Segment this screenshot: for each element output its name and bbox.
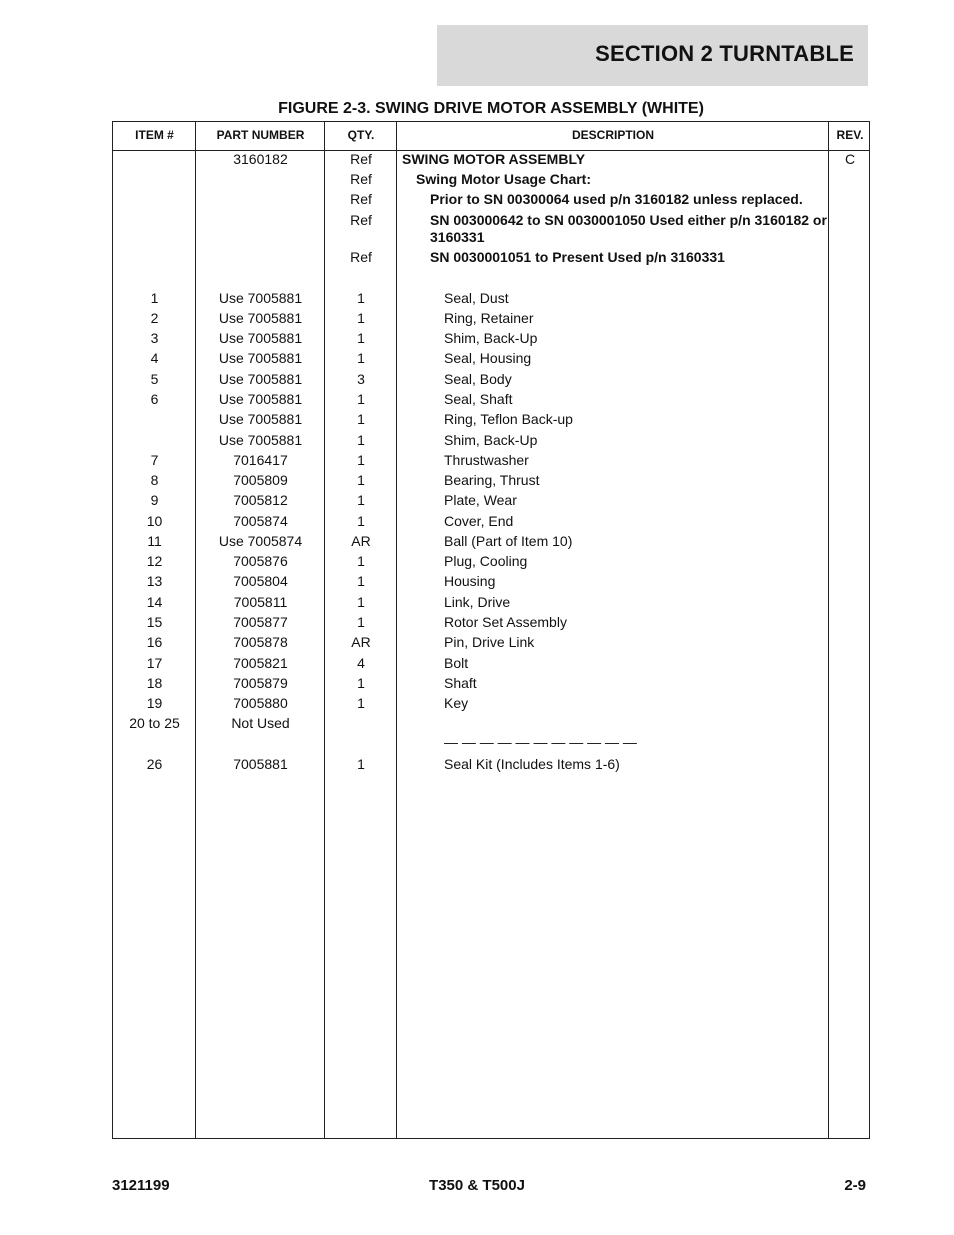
cell-part-number: 7005821 [233,655,288,671]
cell-part-number: Use 7005881 [218,310,303,326]
cell-item: 6 [150,391,159,407]
cell-part-number: 3160182 [233,151,288,167]
column-header-item: ITEM # [135,128,174,142]
cell-qty: Ref [350,151,372,167]
cell-item: 26 [146,756,163,772]
table-row [113,391,869,411]
cell-description: Shim, Back-Up [444,432,538,448]
cell-description: SN 0030001051 to Present Used p/n 3160331 [430,249,725,265]
cell-description: Ring, Retainer [444,310,534,326]
cell-description: Ring, Teflon Back-up [444,411,573,427]
table-row [113,715,869,735]
table-row [113,675,869,695]
cell-qty: 1 [357,432,365,448]
cell-description: Seal, Dust [444,290,509,306]
cell-item: 8 [150,472,159,488]
table-row [113,432,869,452]
cell-qty: Ref [350,171,372,187]
table-row [113,310,869,330]
table-row [113,330,869,350]
table-row [113,553,869,573]
cell-qty: Ref [350,212,372,228]
column-header-part-number: PART NUMBER [216,128,305,142]
table-row [113,594,869,614]
cell-qty: 1 [357,695,365,711]
cell-part-number: 7005877 [233,614,288,630]
cell-qty: 1 [357,330,365,346]
cell-qty: 1 [357,594,365,610]
table-row [113,472,869,492]
cell-qty: AR [351,634,371,650]
cell-part-number: Use 7005881 [218,371,303,387]
cell-item: 4 [150,350,159,366]
cell-part-number: Use 7005881 [218,391,303,407]
cell-item: 2 [150,310,159,326]
cell-description: SWING MOTOR ASSEMBLY [402,151,586,167]
table-row [113,573,869,593]
cell-item: 18 [146,675,163,691]
cell-description: Plate, Wear [444,492,517,508]
cell-item: 7 [150,452,159,468]
cell-part-number: Use 7005874 [218,533,303,549]
table-row [113,191,869,211]
cell-description: Seal Kit (Includes Items 1-6) [444,756,620,772]
cell-description: Swing Motor Usage Chart: [416,171,592,187]
cell-item: 19 [146,695,163,711]
cell-qty: 1 [357,411,365,427]
footer-model: T350 & T500J [429,1177,525,1194]
cell-qty: 1 [357,391,365,407]
cell-part-number: 7005804 [233,573,288,589]
cell-part-number: 7005812 [233,492,288,508]
footer-document-number: 3121199 [112,1177,170,1194]
parts-table [112,121,870,1139]
footer-page-number: 2-9 [844,1177,866,1194]
table-row [113,249,869,269]
cell-description: Prior to SN 00300064 used p/n 3160182 unless replaced. [430,191,803,207]
cell-description: Thrustwasher [444,452,529,468]
table-row [113,212,869,245]
table-row [113,371,869,391]
cell-qty: Ref [350,249,372,265]
table-row [113,290,869,310]
cell-qty: 1 [357,472,365,488]
cell-description: — — — — — — — — — — — [444,734,637,750]
cell-part-number: Not Used [231,715,290,731]
table-row [113,533,869,553]
table-row [113,655,869,675]
cell-part-number: 7005881 [233,756,288,772]
cell-description: Seal, Housing [444,350,532,366]
cell-description: Shaft [444,675,477,691]
cell-description: Bolt [444,655,469,671]
cell-qty: Ref [350,191,372,207]
cell-qty: 1 [357,553,365,569]
cell-description: Seal, Shaft [444,391,513,407]
cell-item: 14 [146,594,163,610]
table-row [113,734,869,754]
cell-qty: 1 [357,350,365,366]
cell-qty: 1 [357,452,365,468]
cell-item: 10 [146,513,163,529]
table-row [113,350,869,370]
cell-part-number: 7005874 [233,513,288,529]
cell-description: Bearing, Thrust [444,472,540,488]
table-row [113,634,869,654]
cell-rev: C [844,151,856,167]
cell-qty: 1 [357,492,365,508]
cell-item: 5 [150,371,159,387]
cell-item: 13 [146,573,163,589]
section-title: SECTION 2 TURNTABLE [595,41,854,66]
cell-description: Shim, Back-Up [444,330,538,346]
cell-item: 15 [146,614,163,630]
cell-qty: 1 [357,290,365,306]
cell-part-number: 7016417 [233,452,288,468]
cell-description: Ball (Part of Item 10) [444,533,573,549]
cell-part-number: 7005876 [233,553,288,569]
cell-item: 17 [146,655,163,671]
table-row [113,151,869,171]
column-header-rev: REV. [836,128,864,142]
cell-description: SN 003000642 to SN 0030001050 Used either p/n 3160182 or 3160331 [430,212,827,245]
cell-item: 12 [146,553,163,569]
cell-description: Pin, Drive Link [444,634,535,650]
column-header-description: DESCRIPTION [571,128,654,142]
cell-description: Seal, Body [444,371,512,387]
cell-item: 9 [150,492,159,508]
cell-part-number: Use 7005881 [218,411,303,427]
table-row [113,171,869,191]
cell-part-number: Use 7005881 [218,290,303,306]
table-row [113,452,869,472]
cell-item: 1 [150,290,159,306]
cell-qty: 1 [357,513,365,529]
cell-description: Rotor Set Assembly [444,614,567,630]
cell-item: 11 [147,533,162,549]
cell-item: 3 [150,330,159,346]
cell-qty: 3 [357,371,365,387]
table-row [113,411,869,431]
cell-qty: 1 [357,310,365,326]
cell-part-number: Use 7005881 [218,432,303,448]
cell-item: 16 [146,634,163,650]
cell-qty: 4 [357,655,365,671]
table-row [113,756,869,776]
table-row [113,614,869,634]
figure-title: FIGURE 2-3. SWING DRIVE MOTOR ASSEMBLY (WHITE) [278,100,704,117]
cell-part-number: Use 7005881 [218,330,303,346]
table-row [113,695,869,715]
cell-description: Key [444,695,469,711]
cell-qty: AR [351,533,371,549]
cell-part-number: 7005809 [233,472,288,488]
section-banner [437,25,868,86]
cell-part-number: 7005879 [233,675,288,691]
column-header-qty: QTY. [347,128,375,142]
cell-description: Plug, Cooling [444,553,528,569]
cell-item: 20 to 25 [129,715,180,731]
table-row [113,492,869,512]
cell-part-number: 7005811 [233,594,288,610]
cell-qty: 1 [357,756,365,772]
cell-part-number: 7005880 [233,695,288,711]
cell-description: Link, Drive [444,594,511,610]
cell-qty: 1 [357,675,365,691]
table-row [113,513,869,533]
cell-description: Housing [444,573,496,589]
cell-part-number: 7005878 [233,634,288,650]
cell-part-number: Use 7005881 [218,350,303,366]
cell-qty: 1 [357,573,365,589]
cell-description: Cover, End [444,513,514,529]
cell-qty: 1 [357,614,365,630]
